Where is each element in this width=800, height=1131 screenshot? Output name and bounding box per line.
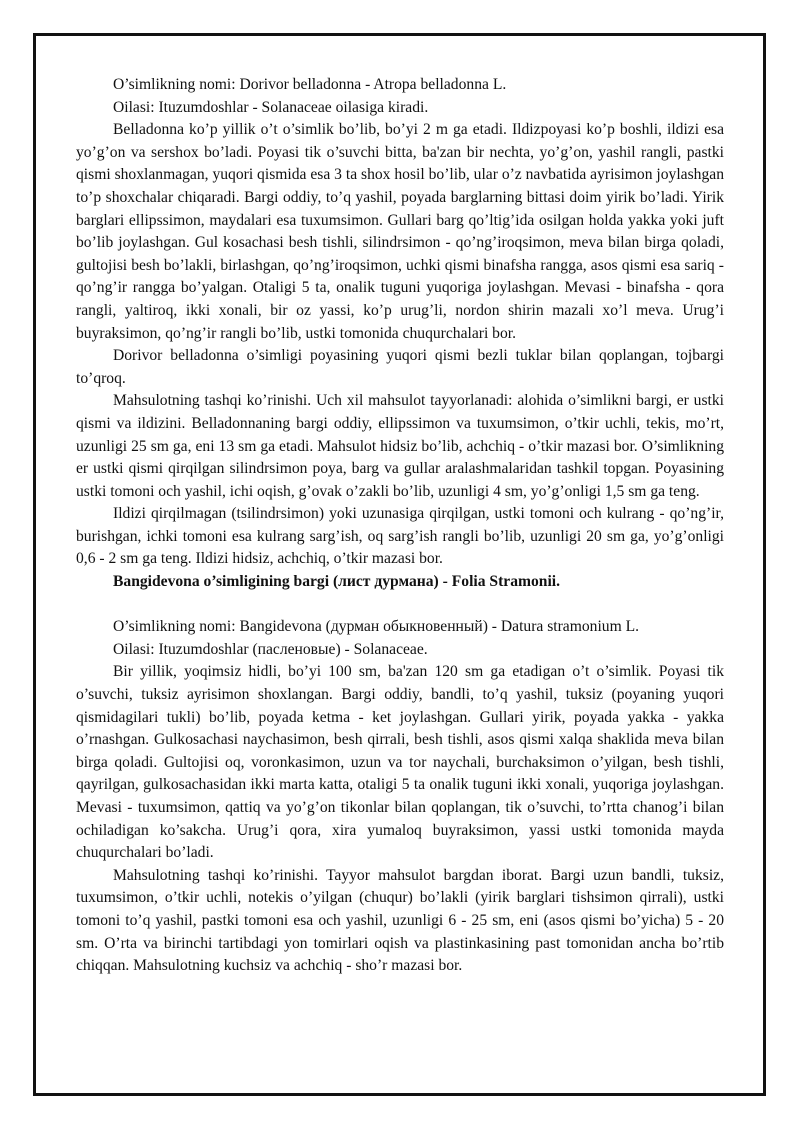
description-paragraph: Belladonna ko’p yillik o’t o’simlik bo’lib, bo’yi 2 m ga etadi. Ildizpoyasi ko’p boshli, ildizi esa yo’g’on va sershox bo’ladi. Poyasi tik o’suvchi bitta, ba'zan bir nechta, yo’g’on, yashil rangli, pastki qismi shoxlanmagan, yuqori qismida esa 3 ta shox hosil bo’lib, ular o’z navbatida ayrisimon joylashgan to’p shoxchalar chiqaradi. Bargi oddiy, to’q yashil, poyada barglarning bittasi doim yirik bo’ladi. Yirik barglari ellipssimon, maydalari esa tuxumsimon. Gullari barg qo’ltig’ida osilgan holda yakka yoki juft bo’lib joylashgan. Gul kosachasi besh tishli, silindrsimon - qo’ng’iroqsimon, meva bilan birga qoladi, gultojisi besh bo’lakli, birlashgan, qo’ng’iroqsimon, uchki qismi binafsha rangga, asos qismi esa sariq - qo’ng’ir rangga bo’yalgan. Otaligi 5 ta, onalik tuguni yuqoriga joylashgan. Mevasi - binafsha - qora rangli, yaltiroq, ikki xonali, bir oz yassi, ko’p urug’li, nordon shirin mazali xo’l meva. Urug’i buyraksimon, qo’ng’ir rangli bo’lib, ustki tomonida chuqurchalari bor.: [76, 121, 724, 342]
family-line: Oilasi: Ituzumdoshlar - Solanaceae oilasiga kiradi.: [113, 98, 429, 116]
description-paragraph: Mahsulotning tashqi ko’rinishi. Uch xil mahsulot tayyorlanadi: alohida o’simlikni bargi, er ustki qismi va ildizini. Belladonnaning bargi oddiy, ellipssimon va tuxumsimon, o’tkir uchli, tekis, mo’rt, uzunligi 25 sm ga, eni 13 sm ga etadi. Mahsulot hidsiz bo’lib, achchiq - o’tkir mazasi bor. O’simlikning er ustki qismi qirqilgan silindrsimon poya, barg va gullar aralashmalaridan tashkil topgan. Poyasining ustki tomoni och yashil, ichi oqish, g’ovak o’zakli bo’lib, uzunligi 4 sm, yo’g’onligi 1,5 sm ga teng.: [76, 392, 724, 500]
blank-line: [76, 594, 724, 617]
description-paragraph: Dorivor belladonna o’simligi poyasining yuqori qismi bezli tuklar bilan qoplangan, tojbargi to’qroq.: [76, 347, 724, 387]
plant-name-line: O’simlikning nomi: Bangidevona (дурман обыкновенный) - Datura stramonium L.: [113, 618, 640, 636]
section-heading: Bangidevona o’simligining bargi (лист дурмана) - Folia Stramonii.: [113, 573, 561, 591]
description-paragraph: Bir yillik, yoqimsiz hidli, bo’yi 100 sm, ba'zan 120 sm ga etadigan o’t o’simlik. Poyasi tik o’suvchi, tuksiz ayrisimon shoxlangan. Bargi oddiy, bandli, to’q yashil, tuksiz (poyaning yuqori qismidagilari tukli) bo’lib, poyada ketma - ket joylashgan. Gullari yirik, poyada yakka - yakka o’rnashgan. Gulkosachasi naychasimon, besh qirrali, besh tishli, asos qismi xalqa shaklida meva bilan birga qoladi. Gultojisi oq, voronkasimon, uzun va tor naychali, burchaksimon o’yilgan, besh tishli, qayrilgan, gulkosachasidan ikki marta katta, otaligi 5 ta onalik tuguni ikki xonali, yuqoriga joylashgan. Mevasi - tuxumsimon, qattiq va yo’g’on tikonlar bilan qoplangan, tik o’suvchi, to’rtta chanog’i bilan ochiladigan ko’sakcha. Urug’i qora, xira yumaloq buyraksimon, yassi ustki tomonida mayda chuqurchalari bo’ladi.: [76, 663, 724, 862]
family-line: Oilasi: Ituzumdoshlar (пасленовые) - Solanaceae.: [113, 640, 428, 658]
document-body: [76, 74, 724, 978]
plant-name-line: O’simlikning nomi: Dorivor belladonna - Atropa belladonna L.: [113, 76, 507, 93]
description-paragraph: Mahsulotning tashqi ko’rinishi. Tayyor mahsulot bargdan iborat. Bargi uzun bandli, tuksiz, tuxumsimon, o’tkir uchli, notekis o’yilgan (chuqur) bo’lakli (yirik barglari tishsimon qirrali), ustki tomoni to’q yashil, pastki tomoni esa och yashil, uzunligi 6 - 25 sm, eni (asos qismi bo’yicha) 5 - 20 sm. O’rta va birinchi tartibdagi yon tomirlari oqish va plastinkasining past tomonidan ancha bo’rtib chiqqan. Mahsulotning kuchsiz va achchiq - sho’r mazasi bor.: [76, 866, 724, 975]
description-paragraph: Ildizi qirqilmagan (tsilindrsimon) yoki uzunasiga qirqilgan, ustki tomoni och kulrang - qo’ng’ir, burishgan, ichki tomoni esa kulrang sarg’ish, oq sarg’ish rangli bo’lib, uzunligi 20 sm ga, yo’g’onligi 0,6 - 2 sm ga teng. Ildizi hidsiz, achchiq, o’tkir mazasi bor.: [76, 505, 724, 568]
